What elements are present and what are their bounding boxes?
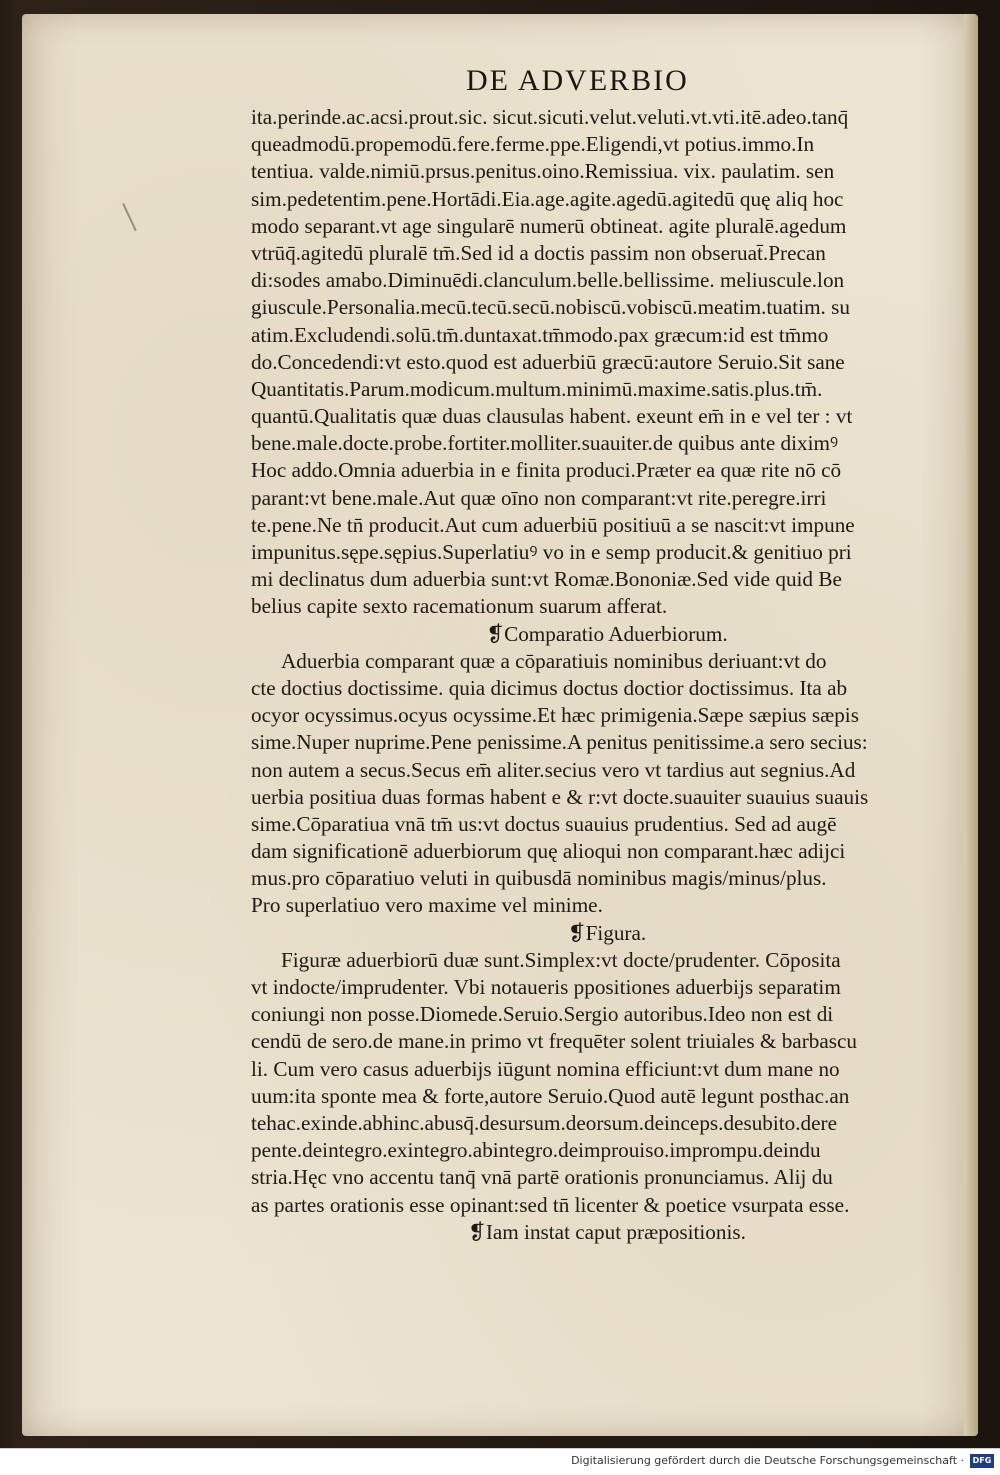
text-line: modo separant.vt age singularē numerū obtineat. agite pluralē.agedum — [251, 213, 847, 238]
text-line: te.pene.Ne tn̄ producit.Aut cum aduerbiū positiuū a se nascit:vt impune — [251, 512, 855, 537]
text-line: sim.pedetentim.pene.Hortādi.Eia.age.agite.agedū.agitedū quę aliq hoc — [251, 186, 844, 211]
text-line: dam significationē aduerbiorum quę alioqui non comparant.hæc adijci — [251, 839, 846, 864]
text-line: ❡Figura. — [567, 920, 647, 945]
text-line: quantū.Qualitatis quæ duas clausulas habent. exeunt em̄ in e vel ter : vt — [251, 404, 853, 429]
text-line: mus.pro cōparatiuo veluti in quibusdā nominibus magis/minus/plus. — [251, 866, 827, 891]
page-heading: DE ADVERBIO — [466, 64, 689, 97]
text-line: as partes orationis esse opinant:sed tn̄ licenter & poetice vsurpata esse. — [251, 1192, 850, 1217]
text-line: vtrūq̄.agitedū pluralē tm̄.Sed id a doctis passim non obseruat̄.Precan — [251, 240, 826, 265]
text-line: uum:ita sponte mea & forte,autore Seruio.Quod autē legunt posthac.an — [251, 1083, 850, 1108]
text-line: non autem a secus.Secus em̄ aliter.secius vero vt tardius aut segnius.Ad — [251, 757, 856, 782]
text-line: Quantitatis.Parum.modicum.multum.minimū.maxime.satis.plus.tm̄. — [251, 376, 823, 401]
text-line: ita.perinde.ac.acsi.prout.sic. sicut.sicuti.velut.veluti.vt.vti.itē.adeo.tanq̄ — [251, 105, 849, 129]
text-line: Hoc addo.Omnia aduerbia in e finita produci.Præter ea quæ rite nō cō — [251, 458, 842, 483]
text-line: coniungi non posse.Diomede.Seruio.Sergio autoribus.Ideo non est di — [251, 1002, 834, 1027]
text-block — [251, 104, 963, 1246]
text-line: stria.Hęc vno accentu tanq̄ vnā partē orationis pronunciamus. Alij du — [251, 1165, 833, 1190]
text-line: Aduerbia comparant quæ a cōparatiuis nominibus deriuant:vt do — [281, 648, 827, 673]
text-line: Pro superlatiuo vero maxime vel minime. — [251, 893, 603, 918]
text-line: do.Concedendi:vt esto.quod est aduerbiū græcū:autore Seruio.Sit sane — [251, 349, 845, 374]
text-line: bene.male.docte.probe.fortiter.molliter.suauiter.de quibus ante diximꝰ — [251, 431, 839, 456]
text-line: belius capite sexto racemationum suarum afferat. — [251, 594, 668, 619]
footer-credit: Digitalisierung gefördert durch die Deutsche Forschungsgemeinschaft · — [571, 1454, 964, 1467]
text-line: sime.Cōparatiua vnā tm̄ us:vt doctus suauius prudentius. Sed ad augē — [251, 811, 837, 836]
text-line: impunitus.sępe.sępius.Superlatiuꝰ vo in e semp producit.& genitiuo pri — [251, 540, 852, 564]
text-line: cendū de sero.de mane.in primo vt frequēter solent triuiales & barbascu — [251, 1029, 857, 1054]
dfg-logo-icon[interactable]: DFG — [970, 1454, 994, 1468]
text-line: mi declinatus dum aduerbia sunt:vt Romæ.Bononiæ.Sed vide quid Be — [251, 567, 842, 592]
text-line: sime.Nuper nuprime.Pene penissime.A penitus penitissime.a sero secius: — [251, 730, 868, 755]
text-line: li. Cum vero casus aduerbijs iūgunt nomina efficiunt:vt dum mane no — [251, 1056, 840, 1081]
footer-bar — [0, 1448, 1000, 1475]
text-line: parant:vt bene.male.Aut quæ oīno non comparant:vt rite.peregre.irri — [251, 485, 827, 510]
text-line: uerbia positiua duas formas habent e & r:vt docte.suauiter suauius suauis — [251, 784, 869, 809]
text-line: ❡Iam instat caput præpositionis. — [468, 1219, 746, 1244]
text-line: di:sodes amabo.Diminuēdi.clanculum.belle.bellissime. meliuscule.lon — [251, 268, 845, 293]
text-line: tentiua. valde.nimiū.prsus.penitus.oino.Remissiua. vix. paulatim. sen — [251, 159, 835, 184]
text-line: queadmodū.propemodū.fere.ferme.ppe.Eligendi,vt potius.immo.In — [251, 132, 815, 157]
text-line: Figuræ aduerbiorū duæ sunt.Simplex:vt docte/prudenter. Cōposita — [281, 947, 841, 972]
text-line: ocyor ocyssimus.ocyus ocyssime.Et hæc primigenia.Sæpe sæpius sæpis — [251, 703, 859, 728]
text-line: atim.Excludendi.solū.tm̄.duntaxat.tm̄modo.pax græcum:id est tm̄mo — [251, 322, 829, 347]
text-line: tehac.exinde.abhinc.abusq̄.desursum.deorsum.deinceps.desubito.dere — [251, 1110, 838, 1135]
text-line: cte doctius doctissime. quia dicimus doctus doctior doctissimus. Ita ab — [251, 675, 848, 700]
text-line: pente.deintegro.exintegro.abintegro.deimprouiso.imprompu.deindu — [251, 1138, 821, 1163]
text-line: giuscule.Personalia.mecū.tecū.secū.nobiscū.vobiscū.meatim.tuatim. su — [251, 295, 850, 320]
text-line: vt indocte/imprudenter. Vbi notaueris ppositiones aduerbijs separatim — [251, 975, 841, 999]
page-edge — [964, 14, 978, 1436]
text-line: ❡Comparatio Aduerbiorum. — [486, 621, 728, 646]
